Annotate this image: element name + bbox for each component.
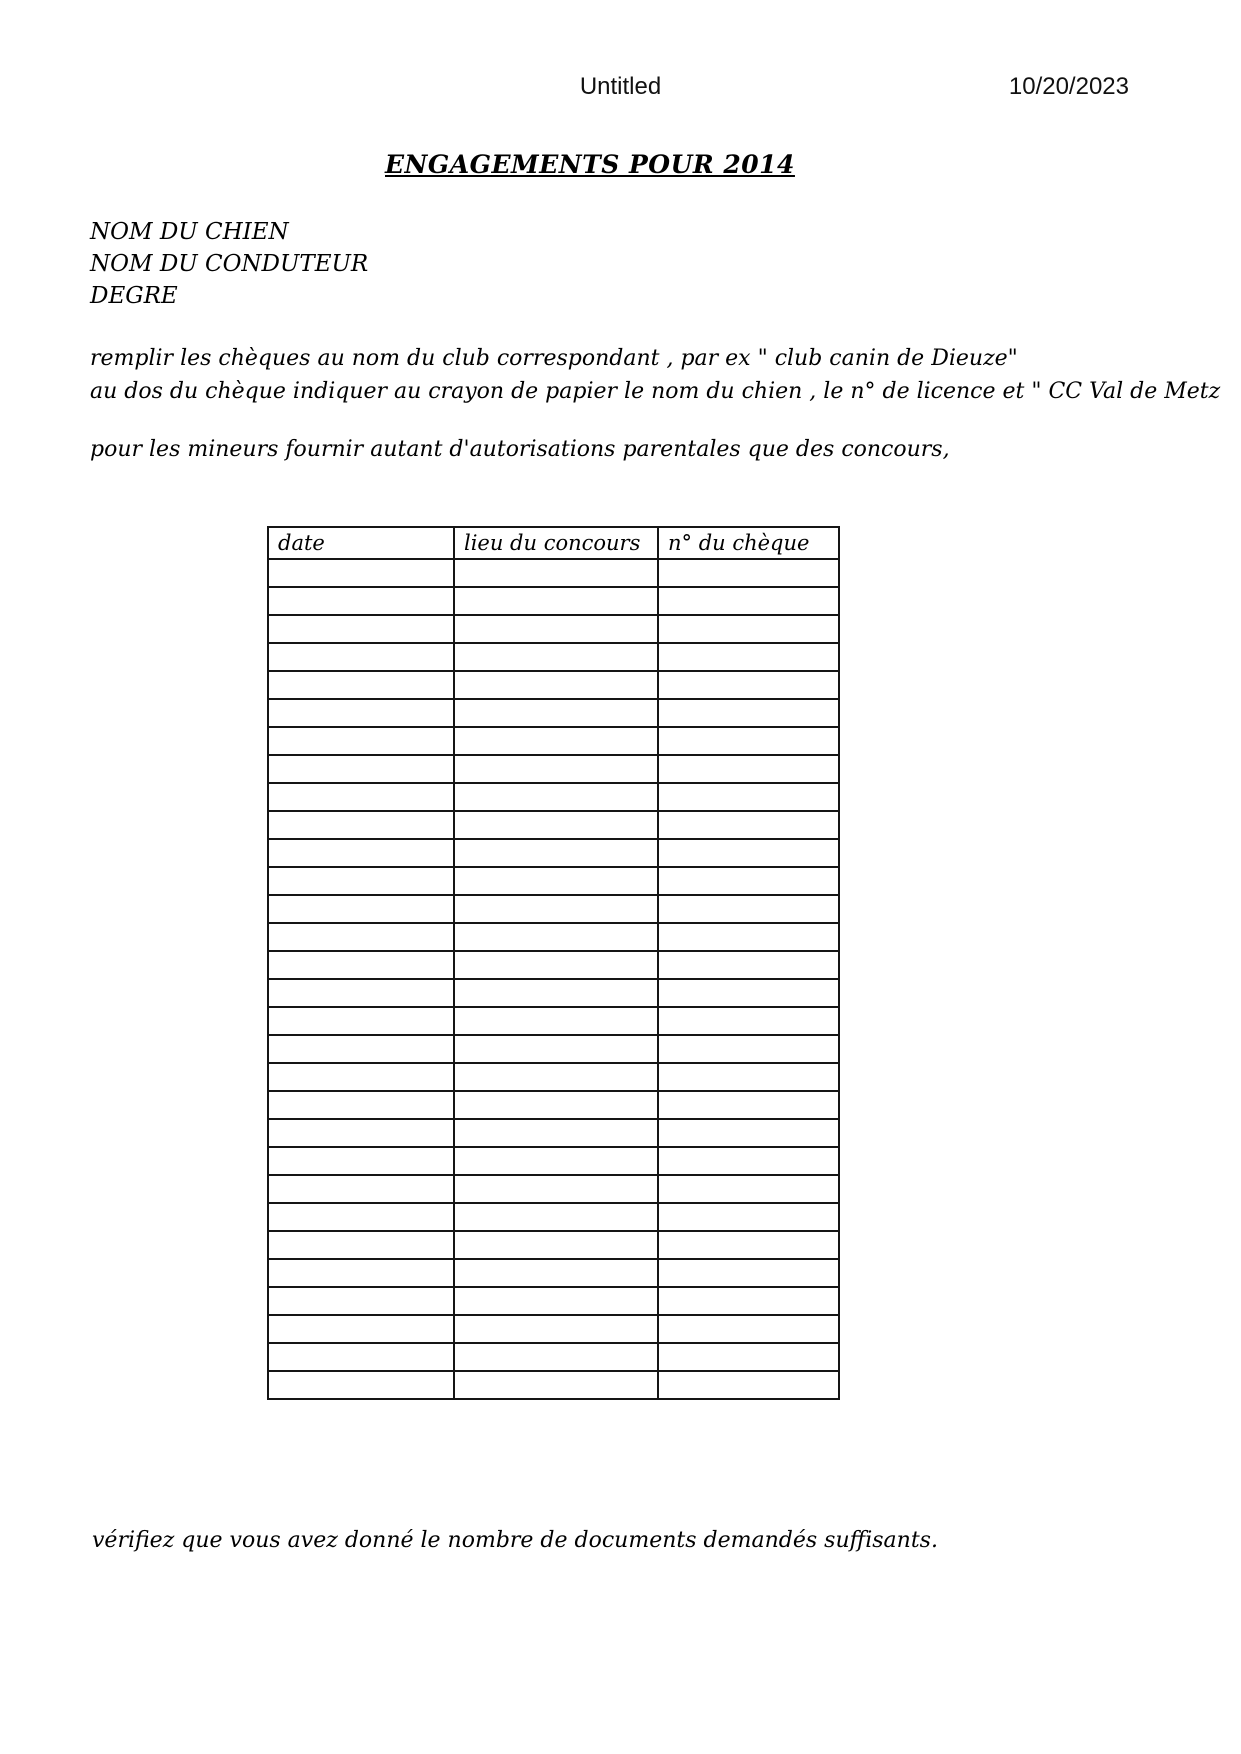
table-cell <box>268 1231 454 1259</box>
table-cell <box>658 1119 839 1147</box>
column-header-date: date <box>268 527 454 559</box>
table-cell <box>268 1119 454 1147</box>
table-cell <box>658 727 839 755</box>
table-cell <box>658 839 839 867</box>
print-header-date: 10/20/2023 <box>1008 73 1129 100</box>
table-row <box>268 867 839 895</box>
table-cell <box>454 783 658 811</box>
table-cell <box>454 1259 658 1287</box>
table-cell <box>454 1203 658 1231</box>
instruction-line-1: remplir les chèques au nom du club correspondant , par ex " club canin de Dieuze" <box>90 346 1018 371</box>
table-cell <box>268 923 454 951</box>
table-cell <box>268 867 454 895</box>
table-row <box>268 1175 839 1203</box>
table-row <box>268 839 839 867</box>
table-cell <box>454 587 658 615</box>
table-cell <box>658 895 839 923</box>
table-cell <box>454 1035 658 1063</box>
table-cell <box>658 671 839 699</box>
table-cell <box>658 951 839 979</box>
table-row <box>268 811 839 839</box>
table-row <box>268 643 839 671</box>
table-cell <box>268 783 454 811</box>
table-cell <box>454 1091 658 1119</box>
table-cell <box>454 979 658 1007</box>
table-cell <box>658 587 839 615</box>
table-cell <box>658 1063 839 1091</box>
table-cell <box>268 1147 454 1175</box>
table-row <box>268 1287 839 1315</box>
table-cell <box>268 1287 454 1315</box>
document-title: ENGAGEMENTS POUR 2014 <box>385 150 795 179</box>
table-cell <box>454 671 658 699</box>
table-row <box>268 783 839 811</box>
cheque-instructions <box>90 342 1220 408</box>
field-labels <box>90 216 368 312</box>
table-cell <box>658 811 839 839</box>
table-row <box>268 1203 839 1231</box>
table-cell <box>658 1371 839 1399</box>
minors-note: pour les mineurs fournir autant d'autorisations parentales que des concours, <box>90 437 950 462</box>
table-row <box>268 1259 839 1287</box>
field-nom-du-conduteur: NOM DU CONDUTEUR <box>90 251 369 277</box>
table-cell <box>268 951 454 979</box>
table-row <box>268 1063 839 1091</box>
table-cell <box>268 1091 454 1119</box>
table-cell <box>268 1315 454 1343</box>
table-cell <box>268 727 454 755</box>
table-row <box>268 1035 839 1063</box>
table-cell <box>658 1287 839 1315</box>
table-cell <box>454 1147 658 1175</box>
table-row <box>268 559 839 587</box>
table-cell <box>454 559 658 587</box>
table-cell <box>454 1371 658 1399</box>
table-row <box>268 1343 839 1371</box>
table-cell <box>268 671 454 699</box>
table-cell <box>454 643 658 671</box>
table-row <box>268 1371 839 1399</box>
table-cell <box>658 1147 839 1175</box>
table-row <box>268 1231 839 1259</box>
table-header-row <box>268 527 839 559</box>
table-cell <box>658 755 839 783</box>
table-cell <box>658 867 839 895</box>
table-cell <box>658 1259 839 1287</box>
table-cell <box>454 867 658 895</box>
column-header-numero-du-cheque: n° du chèque <box>658 527 839 559</box>
table-cell <box>268 559 454 587</box>
table-cell <box>454 755 658 783</box>
table-cell <box>454 811 658 839</box>
table-cell <box>658 923 839 951</box>
table-cell <box>658 1343 839 1371</box>
table-cell <box>268 699 454 727</box>
table-cell <box>658 1175 839 1203</box>
table-cell <box>658 559 839 587</box>
table-cell <box>454 699 658 727</box>
engagements-table <box>267 526 840 1400</box>
table-cell <box>268 755 454 783</box>
table-cell <box>658 783 839 811</box>
table-cell <box>454 1287 658 1315</box>
table-row <box>268 951 839 979</box>
table-cell <box>454 1119 658 1147</box>
table-cell <box>454 1063 658 1091</box>
table-cell <box>268 643 454 671</box>
table-cell <box>268 1007 454 1035</box>
table-cell <box>454 1007 658 1035</box>
print-header-title: Untitled <box>579 73 662 100</box>
table-row <box>268 923 839 951</box>
table-cell <box>658 1203 839 1231</box>
table-cell <box>268 1203 454 1231</box>
table-cell <box>268 1035 454 1063</box>
table-cell <box>454 923 658 951</box>
table-cell <box>658 1231 839 1259</box>
table-cell <box>454 951 658 979</box>
table-cell <box>268 587 454 615</box>
table-cell <box>454 839 658 867</box>
table-cell <box>268 1063 454 1091</box>
table-row <box>268 671 839 699</box>
table-body <box>268 559 839 1399</box>
table-cell <box>454 895 658 923</box>
table-cell <box>268 1259 454 1287</box>
table-row <box>268 1007 839 1035</box>
table-cell <box>658 1007 839 1035</box>
table-cell <box>268 1175 454 1203</box>
table-row <box>268 615 839 643</box>
table-cell <box>658 1035 839 1063</box>
table-row <box>268 895 839 923</box>
table-cell <box>268 895 454 923</box>
table-cell <box>658 615 839 643</box>
table-row <box>268 699 839 727</box>
column-header-lieu-du-concours: lieu du concours <box>454 527 658 559</box>
table-cell <box>658 699 839 727</box>
table-row <box>268 727 839 755</box>
footer-note: vérifiez que vous avez donné le nombre de documents demandés suffisants. <box>92 1528 938 1553</box>
field-degre: DEGRE <box>90 283 178 309</box>
table-cell <box>268 1343 454 1371</box>
table-cell <box>268 615 454 643</box>
table-row <box>268 755 839 783</box>
table-cell <box>658 643 839 671</box>
instruction-line-2: au dos du chèque indiquer au crayon de papier le nom du chien , le n° de licence et " CC Val de Metz <box>90 379 1221 404</box>
table-cell <box>268 1371 454 1399</box>
table-row <box>268 979 839 1007</box>
field-nom-du-chien: NOM DU CHIEN <box>90 219 289 245</box>
table-cell <box>268 839 454 867</box>
table-cell <box>454 727 658 755</box>
table-cell <box>658 1315 839 1343</box>
table-cell <box>454 1175 658 1203</box>
table-cell <box>454 615 658 643</box>
table-row <box>268 1147 839 1175</box>
table-row <box>268 587 839 615</box>
table-row <box>268 1315 839 1343</box>
table-cell <box>454 1343 658 1371</box>
table-cell <box>268 811 454 839</box>
table-cell <box>268 979 454 1007</box>
table-cell <box>454 1231 658 1259</box>
table-row <box>268 1091 839 1119</box>
table-cell <box>658 979 839 1007</box>
table-cell <box>658 1091 839 1119</box>
table-row <box>268 1119 839 1147</box>
table-cell <box>454 1315 658 1343</box>
